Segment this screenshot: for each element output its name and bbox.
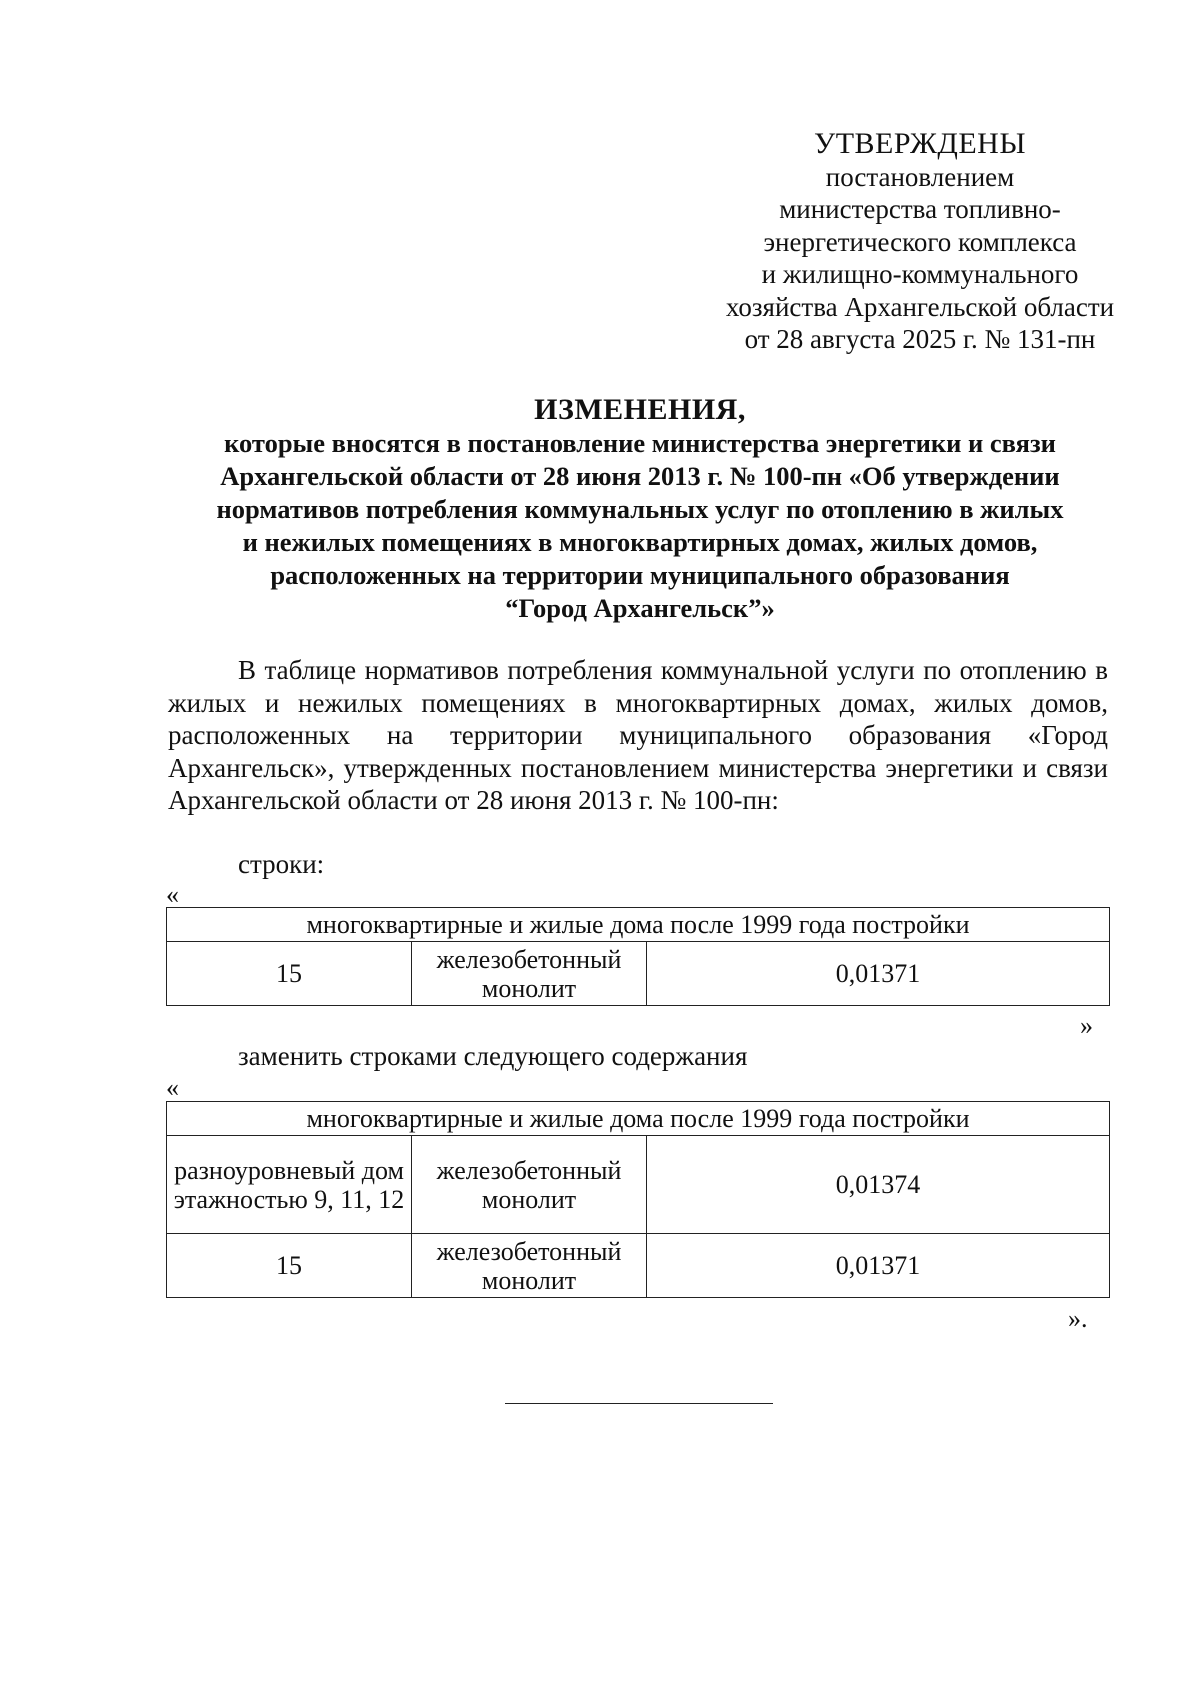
close-quote: » [1080, 1011, 1093, 1040]
new-rows-table [166, 1101, 1110, 1298]
title-line: которые вносятся в постановление министерства энергетики и связи [224, 428, 1056, 458]
title-line: “Город Архангельск”» [505, 593, 775, 623]
approval-block [700, 128, 1140, 356]
replace-label: заменить строками следующего содержания [238, 1041, 748, 1071]
approval-line: от 28 августа 2025 г. № 131-пн [744, 324, 1096, 354]
title-line: и нежилых помещениях в многоквартирных домах, жилых домов, [242, 527, 1038, 557]
old-row-cell: 15 [167, 942, 412, 1006]
approval-heading: УТВЕРЖДЕНЫ [813, 127, 1027, 160]
old-row-cell: железобетонный монолит [412, 942, 647, 1006]
new-table-header: многоквартирные и жилые дома после 1999 года постройки [167, 1102, 1110, 1136]
new-row-cell: железобетонный монолит [412, 1234, 647, 1298]
approval-line: хозяйства Архангельской области [725, 291, 1115, 322]
rows-label: строки: [238, 849, 325, 879]
approval-line: постановлением [825, 161, 1015, 192]
new-row-cell: 0,01371 [647, 1234, 1110, 1298]
new-row-cell: 15 [167, 1234, 412, 1298]
new-row-cell: железобетонный монолит [412, 1136, 647, 1234]
close-quote: ». [1068, 1304, 1088, 1333]
approval-line: энергетического комплекса [763, 226, 1077, 257]
new-row-cell: разноуровневый дом этажностью 9, 11, 12 [167, 1136, 412, 1234]
open-quote: « [166, 880, 179, 909]
open-quote: « [166, 1073, 179, 1102]
closing-rule [505, 1403, 773, 1404]
title-line: расположенных на территории муниципального образования [270, 560, 1010, 590]
document-title [150, 393, 1130, 625]
new-row-cell: 0,01374 [647, 1136, 1110, 1234]
title-line: Архангельской области от 28 июня 2013 г. № 100-пн «Об утверждении [220, 461, 1060, 491]
approval-line: министерства топливно- [779, 194, 1061, 224]
old-rows-table [166, 907, 1110, 1006]
title-line: нормативов потребления коммунальных услуг по отоплению в жилых [216, 494, 1064, 524]
body-paragraph: В таблице нормативов потребления коммунальной услуги по отоплению в жилых и нежилых помещениях в многоквартирных домах, жилых домов, расположенных на территории муниципального образования «Город Архангельск», утвержденных постановлением министерства энергетики и связи Архангельской области от 28 июня 2013 г. № 100-пн: [168, 655, 1108, 815]
old-row-cell: 0,01371 [647, 942, 1110, 1006]
old-table-header: многоквартирные и жилые дома после 1999 года постройки [167, 908, 1110, 942]
approval-line: и жилищно-коммунального [761, 259, 1079, 289]
title-main: ИЗМЕНЕНИЯ, [534, 393, 746, 426]
